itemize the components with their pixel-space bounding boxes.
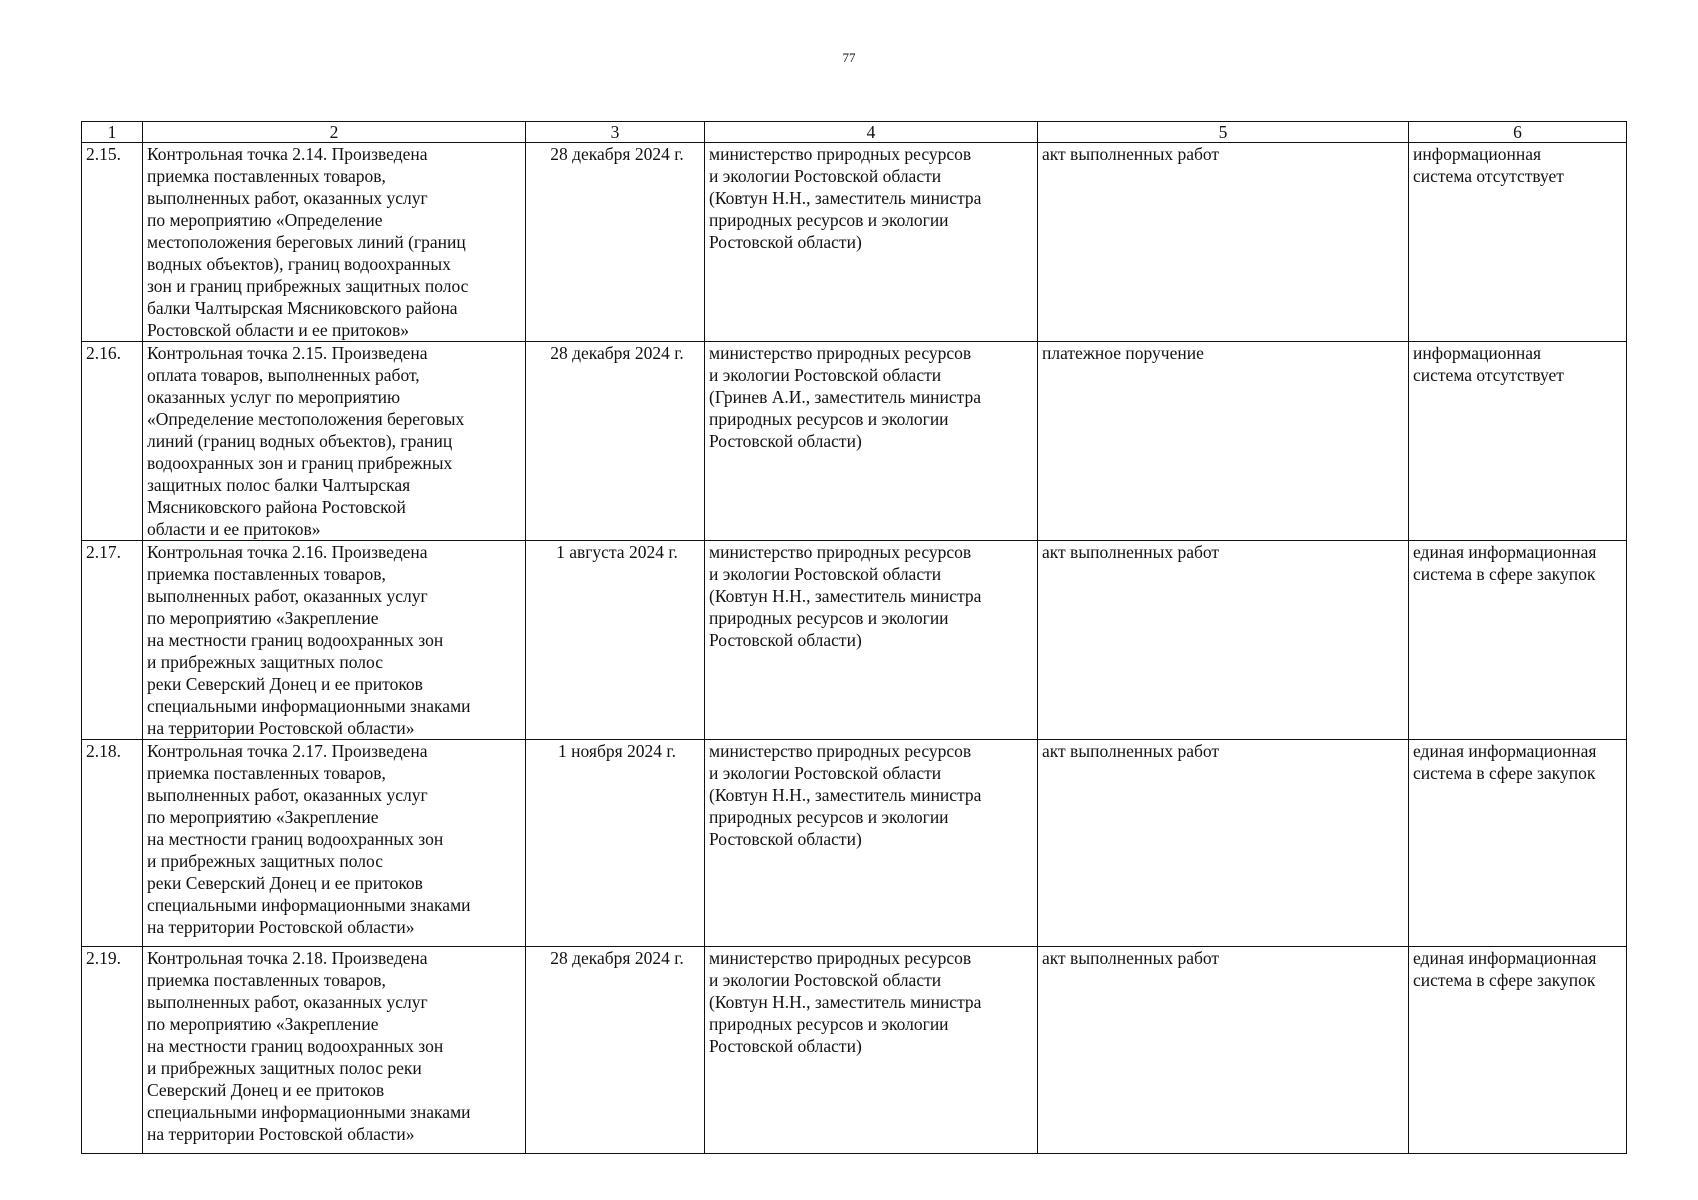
responsible-party: министерство природных ресурсов и экологии Ростовской области (Ковтун Н.Н., заместитель министра природных ресурсов и экологии Ростовской области) xyxy=(705,947,1038,1154)
table-row xyxy=(82,541,1627,740)
table-row xyxy=(82,947,1627,1154)
control-point-description: Контрольная точка 2.18. Произведена приемка поставленных товаров, выполненных работ, оказанных услуг по мероприятию «Закрепление на местности границ водоохранных зон и прибрежных защитных полос реки Северский Донец и ее притоков специальными информационными знаками на территории Ростовской области» xyxy=(143,947,526,1154)
information-system: информационная система отсутствует xyxy=(1409,143,1627,342)
column-header-6: 6 xyxy=(1409,122,1627,143)
deadline-date: 1 августа 2024 г. xyxy=(526,541,705,740)
deadline-date: 28 декабря 2024 г. xyxy=(526,143,705,342)
responsible-party: министерство природных ресурсов и экологии Ростовской области (Ковтун Н.Н., заместитель министра природных ресурсов и экологии Ростовской области) xyxy=(705,143,1038,342)
responsible-party: министерство природных ресурсов и экологии Ростовской области (Ковтун Н.Н., заместитель министра природных ресурсов и экологии Ростовской области) xyxy=(705,740,1038,947)
row-number: 2.17. xyxy=(82,541,143,740)
row-number: 2.19. xyxy=(82,947,143,1154)
responsible-party: министерство природных ресурсов и экологии Ростовской области (Ковтун Н.Н., заместитель министра природных ресурсов и экологии Ростовской области) xyxy=(705,541,1038,740)
control-point-description: Контрольная точка 2.14. Произведена приемка поставленных товаров, выполненных работ, оказанных услуг по мероприятию «Определение местоположения береговых линий (границ водных объектов), границ водоохранных зон и границ прибрежных защитных полос балки Чалтырская Мясниковского района Ростовской области и ее притоков» xyxy=(143,143,526,342)
responsible-party: министерство природных ресурсов и экологии Ростовской области (Гринев А.И., заместитель министра природных ресурсов и экологии Ростовской области) xyxy=(705,342,1038,541)
confirming-document: акт выполненных работ xyxy=(1038,947,1409,1154)
table-row xyxy=(82,740,1627,947)
deadline-date: 28 декабря 2024 г. xyxy=(526,947,705,1154)
table-row xyxy=(82,342,1627,541)
row-number: 2.16. xyxy=(82,342,143,541)
page-number: 77 xyxy=(842,50,856,65)
information-system: информационная система отсутствует xyxy=(1409,342,1627,541)
deadline-date: 28 декабря 2024 г. xyxy=(526,342,705,541)
row-number: 2.15. xyxy=(82,143,143,342)
column-header-5: 5 xyxy=(1038,122,1409,143)
control-points-table xyxy=(81,121,1627,1154)
control-point-description: Контрольная точка 2.15. Произведена оплата товаров, выполненных работ, оказанных услуг по мероприятию «Определение местоположения береговых линий (границ водных объектов), границ водоохранных зон и границ прибрежных защитных полос балки Чалтырская Мясниковского района Ростовской области и ее притоков» xyxy=(143,342,526,541)
confirming-document: акт выполненных работ xyxy=(1038,541,1409,740)
confirming-document: акт выполненных работ xyxy=(1038,740,1409,947)
control-point-description: Контрольная точка 2.17. Произведена приемка поставленных товаров, выполненных работ, оказанных услуг по мероприятию «Закрепление на местности границ водоохранных зон и прибрежных защитных полос реки Северский Донец и ее притоков специальными информационными знаками на территории Ростовской области» xyxy=(143,740,526,947)
control-point-description: Контрольная точка 2.16. Произведена приемка поставленных товаров, выполненных работ, оказанных услуг по мероприятию «Закрепление на местности границ водоохранных зон и прибрежных защитных полос реки Северский Донец и ее притоков специальными информационными знаками на территории Ростовской области» xyxy=(143,541,526,740)
column-header-1: 1 xyxy=(82,122,143,143)
column-header-2: 2 xyxy=(143,122,526,143)
column-header-4: 4 xyxy=(705,122,1038,143)
column-header-3: 3 xyxy=(526,122,705,143)
row-number: 2.18. xyxy=(82,740,143,947)
deadline-date: 1 ноября 2024 г. xyxy=(526,740,705,947)
confirming-document: платежное поручение xyxy=(1038,342,1409,541)
confirming-document: акт выполненных работ xyxy=(1038,143,1409,342)
information-system: единая информационная система в сфере закупок xyxy=(1409,947,1627,1154)
table-row xyxy=(82,143,1627,342)
information-system: единая информационная система в сфере закупок xyxy=(1409,541,1627,740)
information-system: единая информационная система в сфере закупок xyxy=(1409,740,1627,947)
table-header-row xyxy=(82,122,1627,143)
